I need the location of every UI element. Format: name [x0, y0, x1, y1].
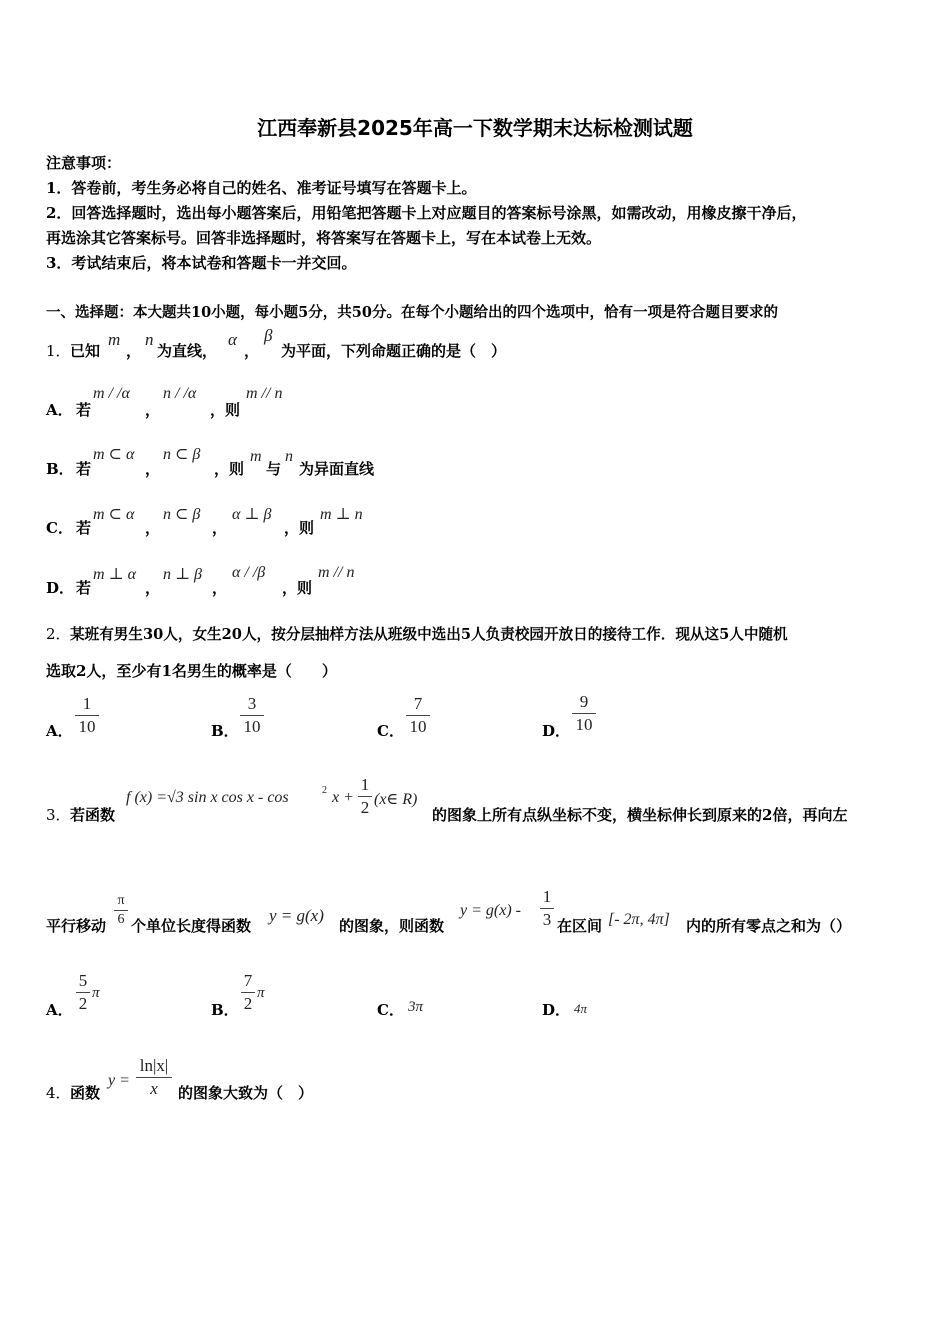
q3-g-expr: y = g(x)	[269, 906, 324, 925]
q3-function-expr-b: x +	[332, 789, 354, 806]
q1-option-d-pre: 若	[76, 579, 92, 597]
q1-option-d-expr-2b: α / /β	[232, 564, 266, 581]
q1-option-c-label[interactable]: C．	[46, 519, 73, 537]
q3-interval: [- 2π, 4π]	[608, 911, 670, 928]
q4-text-2: 的图象大致为（ ）	[178, 1084, 314, 1102]
q2-option-c-label[interactable]: C．	[377, 722, 404, 740]
q2-line-1: 某班有男生30人，女生20人，按分层抽样方法从班级中选出5人负责校园开放日的接待工作．现从这5人中随机	[70, 626, 788, 643]
q1-option-c-expr-1: m ⊂ α	[93, 506, 135, 523]
q3-option-a-num: 5	[78, 971, 88, 990]
q2-option-a-label[interactable]: A．	[46, 722, 73, 740]
q1-option-b-pre: 若	[76, 460, 92, 478]
q1-option-b-expr-2: n ⊂ β	[163, 446, 201, 463]
q3-text-5: 的图象，则函数	[339, 917, 445, 935]
q1-option-b-comma: ，	[145, 460, 161, 478]
notice-heading: 注意事项：	[46, 154, 122, 172]
q1-option-d-comma-2: ，	[212, 579, 228, 597]
q2-option-b-den: 10	[243, 717, 261, 736]
q3-third-num: 1	[542, 887, 552, 906]
q1-option-c-comma: ，	[145, 519, 161, 537]
q3-option-a-pi: π	[92, 985, 100, 1001]
q1-option-b-expr-1: m ⊂ α	[93, 446, 135, 463]
q3-option-a-label[interactable]: A．	[46, 1001, 73, 1019]
q1-option-b-expr-3: m	[250, 448, 262, 465]
q2-option-b-label[interactable]: B．	[211, 722, 239, 740]
q1-option-d-expr-3: m // n	[318, 564, 355, 581]
q1-option-d-then: ，则	[282, 579, 313, 597]
q3-pi-num: π	[117, 893, 125, 908]
q3-option-a-fraction	[76, 971, 90, 1014]
q3-text-2: 的图象上所有点纵坐标不变，横坐标伸长到原来的2倍，再向左	[432, 806, 848, 824]
q1-option-a-expr-2: n / /α	[163, 385, 197, 402]
q3-option-c-label[interactable]: C．	[377, 1001, 404, 1019]
q1-comma: ，	[126, 342, 142, 360]
q3-half-den: 2	[360, 798, 370, 817]
q1-option-a-pre: 若	[76, 401, 92, 419]
q1-option-b-then: ，则	[214, 460, 245, 478]
q3-third-den: 3	[542, 910, 552, 929]
q1-option-c-pre: 若	[76, 519, 92, 537]
q3-option-d-label[interactable]: D．	[542, 1001, 571, 1019]
q4-numerator: ln|x|	[139, 1056, 169, 1075]
q1-option-b-tail-2: 为异面直线	[299, 460, 375, 478]
q3-option-a-den: 2	[78, 994, 88, 1013]
q3-option-b-num: 7	[243, 971, 253, 990]
q4-text-1: 函数	[70, 1084, 101, 1102]
q1-option-a-then: ，则	[210, 401, 241, 419]
q2-number: 2．	[46, 625, 71, 643]
q1-option-a-expr-1: m / /α	[93, 385, 130, 402]
q3-option-b-fraction	[241, 971, 255, 1014]
q1-number: 1．	[46, 342, 71, 360]
q1-text-2: 为直线，	[157, 342, 218, 360]
q3-half-num: 1	[360, 775, 370, 794]
q3-pi-den: 6	[117, 912, 125, 927]
q2-option-a-fraction	[75, 694, 99, 737]
q2-option-b-num: 3	[247, 694, 257, 713]
q3-domain: (x∈ R)	[374, 791, 418, 808]
q2-option-a-den: 10	[78, 717, 96, 736]
q4-denominator: x	[150, 1079, 158, 1098]
q3-option-d-value: 4π	[574, 1001, 588, 1016]
q1-var-beta: β	[264, 326, 273, 345]
q1-option-a-expr-3: m // n	[246, 385, 283, 402]
q3-text-6: 在区间	[557, 917, 603, 935]
q3-text-1: 若函数	[70, 806, 116, 824]
q3-text-3: 平行移动	[46, 917, 107, 935]
q3-third-fraction	[540, 887, 554, 930]
q1-option-a-label[interactable]: A．	[46, 401, 73, 419]
q2-option-c-fraction	[406, 694, 430, 737]
q2-option-c-num: 7	[413, 694, 423, 713]
q3-option-c-value: 3π	[408, 999, 424, 1015]
q1-option-b-tail: 与	[266, 460, 282, 478]
q2-option-c-den: 10	[409, 717, 427, 736]
q1-option-c-expr-3: m ⊥ n	[320, 506, 363, 523]
q1-option-d-comma: ，	[145, 579, 161, 597]
q1-var-alpha: α	[228, 330, 237, 349]
q1-option-c-expr-2b: α ⊥ β	[232, 506, 272, 523]
notice-item-1: 1．答卷前，考生务必将自己的姓名、准考证号填写在答题卡上。	[46, 179, 477, 197]
q2-option-d-fraction	[572, 692, 596, 735]
q4-y-expr: y =	[108, 1072, 130, 1089]
q3-function-expr: f (x) =√3 sin x cos x - cos	[126, 789, 289, 806]
q2-option-d-label[interactable]: D．	[542, 722, 571, 740]
q1-option-c-then: ，则	[284, 519, 315, 537]
notice-item-3: 3．考试结束后，将本试卷和答题卡一并交回。	[46, 254, 357, 272]
q1-option-b-label[interactable]: B．	[46, 460, 74, 478]
q1-option-c-comma-2: ，	[212, 519, 228, 537]
q1-text-1: 已知	[70, 342, 101, 360]
q1-text-3: 为平面，下列命题正确的是（ ）	[281, 342, 507, 360]
q1-option-d-expr-1: m ⊥ α	[93, 566, 136, 583]
q1-comma-2: ，	[244, 342, 260, 360]
q2-option-d-num: 9	[579, 692, 589, 711]
q3-text-4: 个单位长度得函数	[131, 917, 252, 935]
q3-g-minus-expr: y = g(x) -	[460, 902, 521, 919]
q2-option-b-fraction	[240, 694, 264, 737]
q3-option-b-den: 2	[243, 994, 253, 1013]
q3-half-fraction	[358, 775, 372, 818]
q1-var-n: n	[145, 330, 154, 349]
q4-number: 4．	[46, 1084, 71, 1102]
q3-option-b-pi: π	[257, 985, 265, 1001]
q3-number: 3．	[46, 806, 71, 824]
q3-option-b-label[interactable]: B．	[211, 1001, 239, 1019]
q2-line-2: 选取2人，至少有1名男生的概率是（ ）	[46, 662, 337, 680]
q1-option-c-expr-2: n ⊂ β	[163, 506, 201, 523]
q4-fraction	[136, 1056, 172, 1099]
q2-option-d-den: 10	[575, 715, 593, 734]
q3-pi-fraction	[114, 893, 128, 928]
q1-option-d-label[interactable]: D．	[46, 579, 75, 597]
page-title: 江西奉新县2025年高一下数学期末达标检测试题	[257, 116, 693, 140]
q1-option-b-expr-4: n	[285, 448, 293, 465]
notice-item-2: 2．回答选择题时，选出每小题答案后，用铅笔把答题卡上对应题目的答案标号涂黑，如需改动，用橡皮擦干净后，	[46, 204, 807, 222]
q1-option-d-expr-2: n ⊥ β	[163, 566, 203, 583]
q3-function-exponent: 2	[322, 785, 327, 796]
q3-text-7: 内的所有零点之和为（）	[686, 917, 852, 935]
notice-item-2-cont: 再选涂其它答案标号。回答非选择题时，将答案写在答题卡上，写在本试卷上无效。	[46, 229, 602, 247]
q1-var-m: m	[108, 330, 121, 349]
section-heading: 一、选择题：本大题共10小题，每小题5分，共50分。在每个小题给出的四个选项中，恰有一项是符合题目要求的	[46, 304, 778, 321]
q1-option-a-comma: ，	[145, 401, 161, 419]
q2-option-a-num: 1	[82, 694, 92, 713]
